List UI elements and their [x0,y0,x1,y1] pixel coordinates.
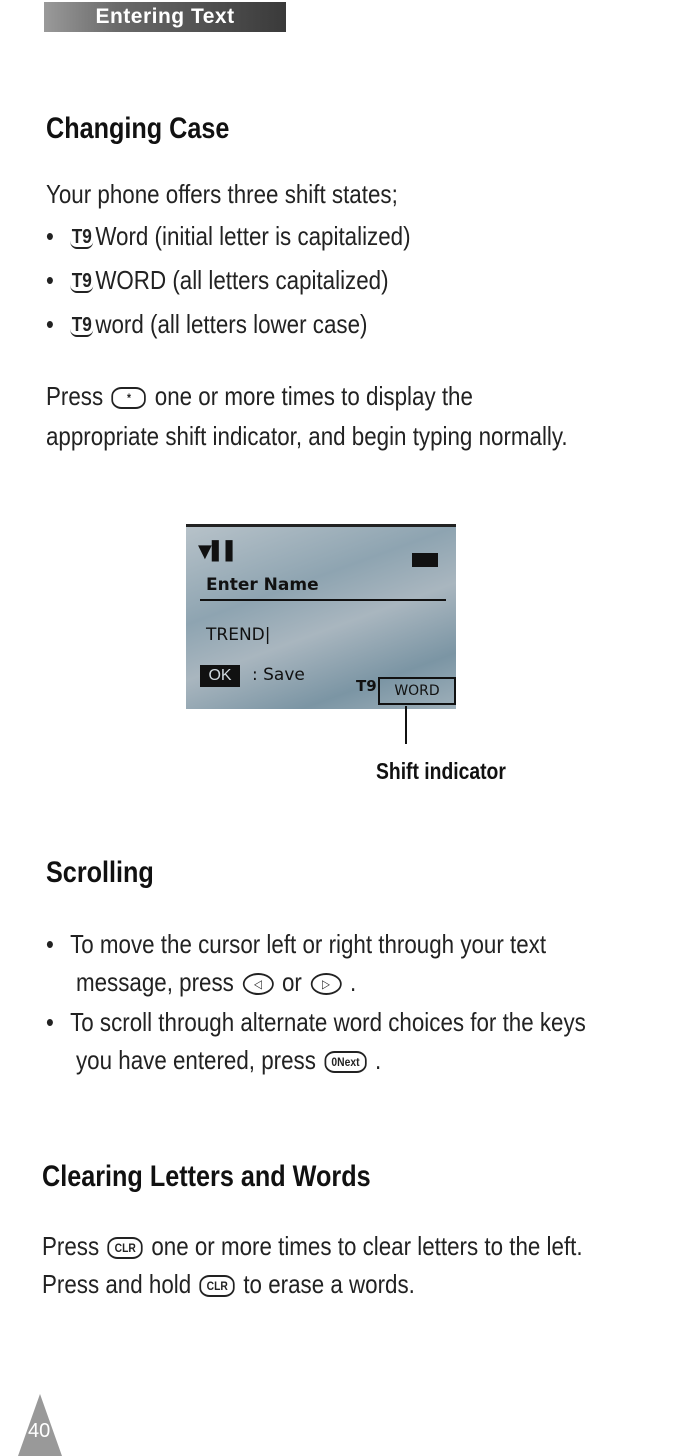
t9-icon: T9 [71,226,92,248]
page-number: 40 [28,1420,51,1442]
t9-icon: T9 [71,314,92,336]
next-key-icon: 0Next [325,1051,367,1073]
screen-divider [200,599,446,601]
screen-title: Enter Name [206,575,319,595]
t9-icon: T9 [71,270,92,292]
screen-entered-text: TREND| [206,625,271,645]
nav-left-key-icon: ◁ [242,973,273,995]
bullet-icon: • [46,221,54,251]
shift-indicator: WORD [378,677,456,705]
clr-key-icon: CLR [108,1237,143,1259]
scroll-bullet-1-line2: message, press ◁ or ▷ . [76,967,357,997]
press-shift-instruction-line2: appropriate shift indicator, and begin typing normally. [46,421,568,451]
shift-key-icon: * [112,387,146,409]
changing-case-heading: Changing Case [46,112,230,145]
signal-icon: ▼▌▌ [198,541,240,562]
clearing-heading: Clearing Letters and Words [42,1160,371,1193]
bullet-icon: • [46,929,54,959]
press-shift-instruction-line1: Press * one or more times to display the [46,381,473,411]
ok-softkey: OK [200,665,240,687]
save-softkey-label: : Save [252,665,305,685]
bullet-icon: • [46,309,54,339]
callout-line [405,706,407,744]
clear-instruction-line2: Press and hold CLR to erase a words. [42,1269,415,1299]
shift-states-intro: Your phone offers three shift states; [46,179,398,209]
bullet-icon: • [46,1007,54,1037]
scroll-bullet-2-line1: • To scroll through alternate word choices for the keys [46,1004,586,1041]
shift-state-item: • T9 Word (initial letter is capitalized) [46,218,411,255]
shift-state-item: • T9 word (all letters lower case) [46,306,367,343]
clear-instruction-line1: Press CLR one or more times to clear letters to the left. [42,1231,583,1261]
screen-t9-icon: T9 [356,677,377,695]
scroll-bullet-2-line2: you have entered, press 0Next . [76,1045,382,1075]
shift-indicator-callout: Shift indicator [376,758,506,784]
section-header-title: Entering Text [95,5,235,28]
bullet-icon: • [46,265,54,295]
shift-state-item: • T9 WORD (all letters capitalized) [46,262,389,299]
phone-screen-illustration [186,524,456,709]
section-header-tab [44,2,286,32]
nav-right-key-icon: ▷ [310,973,341,995]
battery-icon [412,553,438,567]
scrolling-heading: Scrolling [46,856,154,889]
clr-key-icon: CLR [200,1275,235,1297]
scroll-bullet-1-line1: • To move the cursor left or right through your text [46,926,546,963]
